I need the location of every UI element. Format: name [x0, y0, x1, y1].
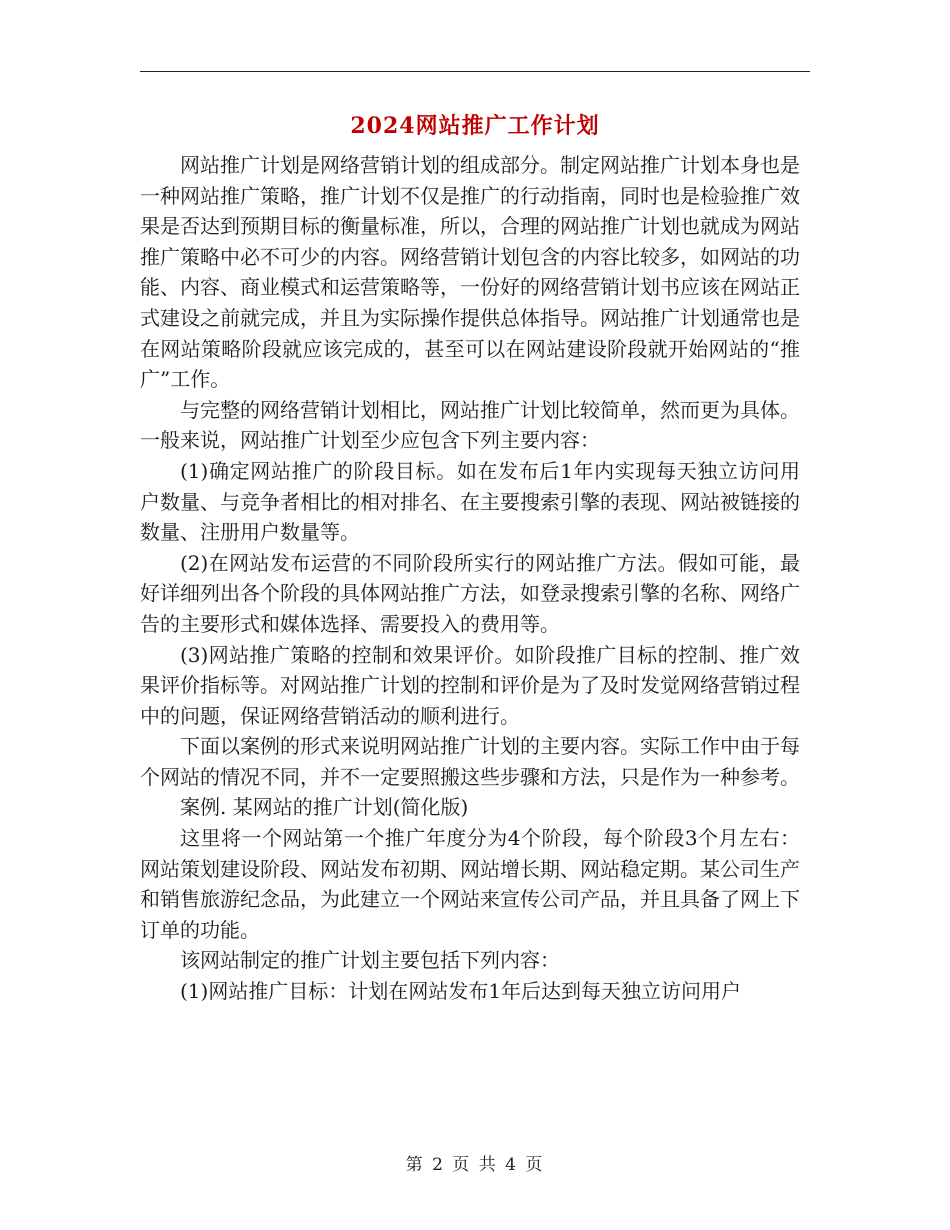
- header-rule: [140, 71, 810, 72]
- paragraph-comparison: 与完整的网络营销计划相比，网站推广计划比较简单，然而更为具体。一般来说，网站推广计划至少应包含下列主要内容：: [140, 397, 800, 453]
- document-title: 2024网站推广工作计划: [350, 113, 600, 139]
- paragraph-case-intro: 下面以案例的形式来说明网站推广计划的主要内容。实际工作中由于每个网站的情况不同，并不一定要照搬这些步骤和方法，只是作为一种参考。: [140, 734, 800, 789]
- paragraph-item-3: (3)网站推广策略的控制和效果评价。如阶段推广目标的控制、推广效果评价指标等。对网站推广计划的控制和评价是为了及时发觉网络营销过程中的问题，保证网络营销活动的顺利进行。: [140, 642, 800, 728]
- paragraph-case-goal: (1)网站推广目标：计划在网站发布1年后达到每天独立访问用户: [180, 979, 742, 1004]
- page-footer: 第 2 页 共 4 页: [405, 1155, 545, 1175]
- paragraph-case-stages: 这里将一个网站第一个推广年度分为4个阶段，每个阶段3个月左右：网站策划建设阶段、网站发布初期、网站增长期、网站稳定期。某公司生产和销售旅游纪念品，为此建立一个网站来宣传公司产品，并且具备了网上下订单的功能。: [140, 826, 800, 942]
- paragraph-item-1: (1)确定网站推广的阶段目标。如在发布后1年内实现每天独立访问用户数量、与竞争者相比的相对排名、在主要搜索引擎的表现、网站被链接的数量、注册用户数量等。: [140, 458, 800, 545]
- document-body: [140, 150, 800, 1007]
- paragraph-item-2: (2)在网站发布运营的不同阶段所实行的网站推广方法。假如可能，最好详细列出各个阶段的具体网站推广方法，如登录搜索引擎的名称、网络广告的主要形式和媒体选择、需要投入的费用等。: [140, 550, 800, 636]
- paragraph-intro: 网站推广计划是网络营销计划的组成部分。制定网站推广计划本身也是一种网站推广策略，推广计划不仅是推广的行动指南，同时也是检验推广效果是否达到预期目标的衡量标准，所以，合理的网站推广计划也就成为网站推广策略中必不可少的内容。网络营销计划包含的内容比较多，如网站的功能、内容、商业模式和运营策略等，一份好的网络营销计划书应该在网站正式建设之前就完成，并且为实际操作提供总体指导。网站推广计划通常也是在网站策略阶段就应该完成的，甚至可以在网站建设阶段就开始网站的“推广”工作。: [140, 153, 800, 392]
- paragraph-case-heading: 案例. 某网站的推广计划(简化版): [180, 795, 469, 820]
- paragraph-case-plan: 该网站制定的推广计划主要包括下列内容：: [180, 948, 560, 973]
